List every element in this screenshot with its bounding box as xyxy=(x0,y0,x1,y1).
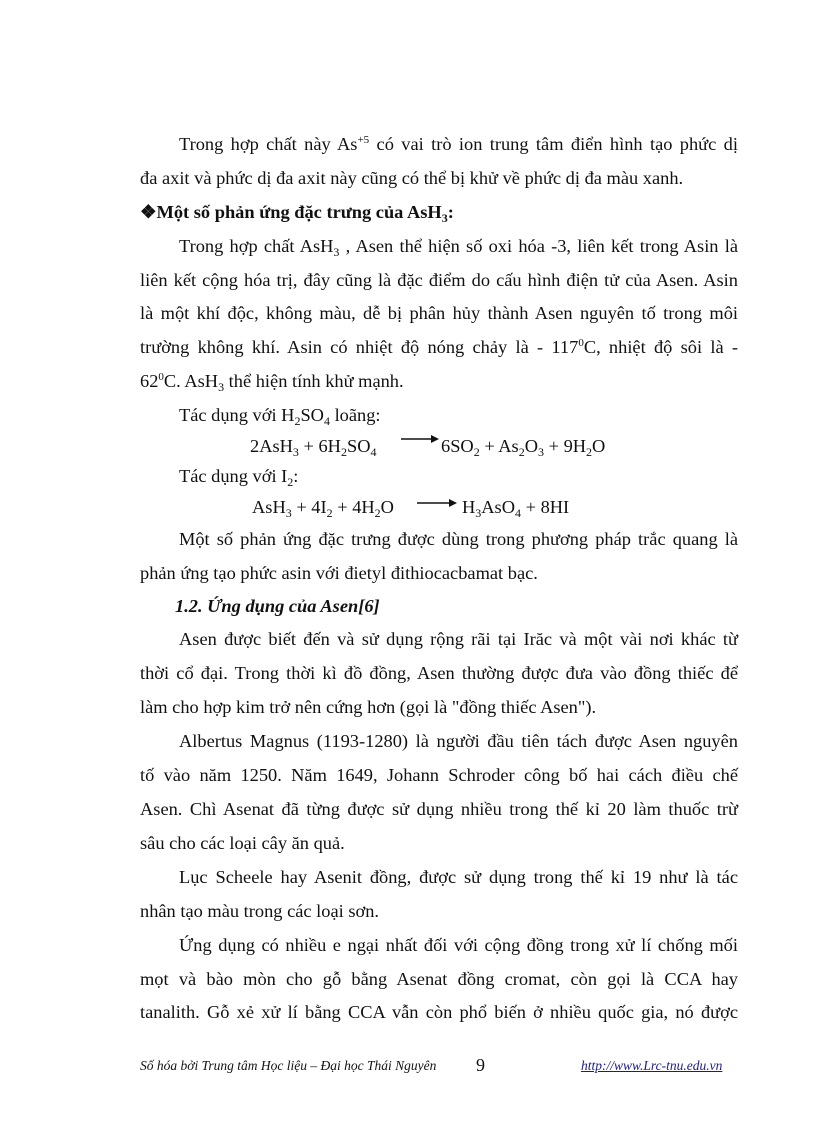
reaction-1-products: $6SO_2 + As_2O_3 + 9H_2O$ xyxy=(441,436,606,459)
page-number: 9 xyxy=(476,1055,485,1075)
footer-link[interactable]: http://www.Lrc-tnu.edu.vn xyxy=(581,1058,723,1073)
p5-line-1: Albertus Magnus (1193-1280) là người đầu tiên tách được Asen nguyên xyxy=(179,731,738,751)
reaction-1-reactants: $2AsH_3 + 6H_2SO_4$ xyxy=(250,436,377,459)
reaction-arrow-icon xyxy=(416,497,458,509)
p1-line-1: Trong hợp chất này $As^{+5}$ có vai trò ion trung tâm điển hình tạo phức dị xyxy=(179,134,738,154)
p2-line-2: liên kết cộng hóa trị, đây cũng là đặc điểm do cấu hình điện tử của Asen. Asin xyxy=(140,270,738,290)
reaction-2-label: Tác dụng với $I_2$: xyxy=(179,466,299,489)
heading-ash3-reactions: ❖Một số phản ứng đặc trưng của AsH$_3$: xyxy=(140,202,454,225)
p3-line-1: Một số phản ứng đặc trưng được dùng trong phương pháp trắc quang là xyxy=(179,529,738,549)
p4-line-3: làm cho hợp kim trở nên cứng hơn (gọi là "đồng thiếc Asen"). xyxy=(140,697,597,717)
p7-line-3: tanalith. Gỗ xẻ xử lí bằng CCA vẫn còn phổ biến ở nhiều quốc gia, nó được xyxy=(140,1002,738,1022)
p7-line-1: Ứng dụng có nhiều e ngại nhất đối với cộng đồng trong xử lí chống mối xyxy=(179,935,738,955)
p4-line-1: Asen được biết đến và sử dụng rộng rãi tại Irăc và một vài nơi khác từ xyxy=(179,629,738,649)
p5-line-2: tố vào năm 1250. Năm 1649, Johann Schroder công bố hai cách điều chế xyxy=(140,765,738,785)
p2-line-1: Trong hợp chất AsH$_3$ , Asen thể hiện số oxi hóa -3, liên kết trong Asin là xyxy=(179,236,738,259)
p3-line-2: phản ứng tạo phức asin với đietyl đithiocacbamat bạc. xyxy=(140,563,538,583)
reaction-2-reactants: $AsH_3 + 4I_2 + 4H_2O$ xyxy=(252,497,394,520)
p5-line-4: sâu cho các loại cây ăn quả. xyxy=(140,833,345,853)
p4-line-2: thời cổ đại. Trong thời kì đồ đồng, Asen thường được đưa vào đồng thiếc để xyxy=(140,663,738,683)
p6-line-1: Lục Scheele hay Asenit đồng, được sử dụng trong thế kỉ 19 như là tác xyxy=(179,867,738,887)
reaction-1-label: Tác dụng với $H_2SO_4$ loãng: xyxy=(179,405,381,428)
p1-line-2: đa axit và phức dị đa axit này cũng có thể bị khử về phức dị đa màu xanh. xyxy=(140,168,684,188)
reaction-2-products: $H_3AsO_4 + 8HI$ xyxy=(462,497,570,520)
p7-line-2: mọt và bào mòn cho gỗ bằng Asenat đồng cromat, còn gọi là CCA hay xyxy=(140,969,738,989)
p6-line-2: nhân tạo màu trong các loại sơn. xyxy=(140,901,380,921)
section-heading: 1.2. Ứng dụng của Asen[6] xyxy=(175,596,380,616)
p2-line-4: trường không khí. Asin có nhiệt độ nóng chảy là - $117^0C$, nhiệt độ sôi là - xyxy=(140,337,739,357)
p2-line-3: là một khí độc, không màu, dễ bị phân hủy thành Asen nguyên tố trong môi xyxy=(140,303,738,323)
p5-line-3: Asen. Chì Asenat đã từng được sử dụng nhiều trong thế kỉ 20 làm thuốc trừ xyxy=(140,799,738,819)
reaction-arrow-icon xyxy=(400,433,440,445)
diamond-bullet-icon: ❖ xyxy=(140,202,157,222)
footer-source: Số hóa bởi Trung tâm Học liệu – Đại học Thái Nguyên xyxy=(140,1058,437,1073)
p2-line-5: $62^0C$. AsH$_3$ thể hiện tính khử mạnh. xyxy=(140,371,404,394)
